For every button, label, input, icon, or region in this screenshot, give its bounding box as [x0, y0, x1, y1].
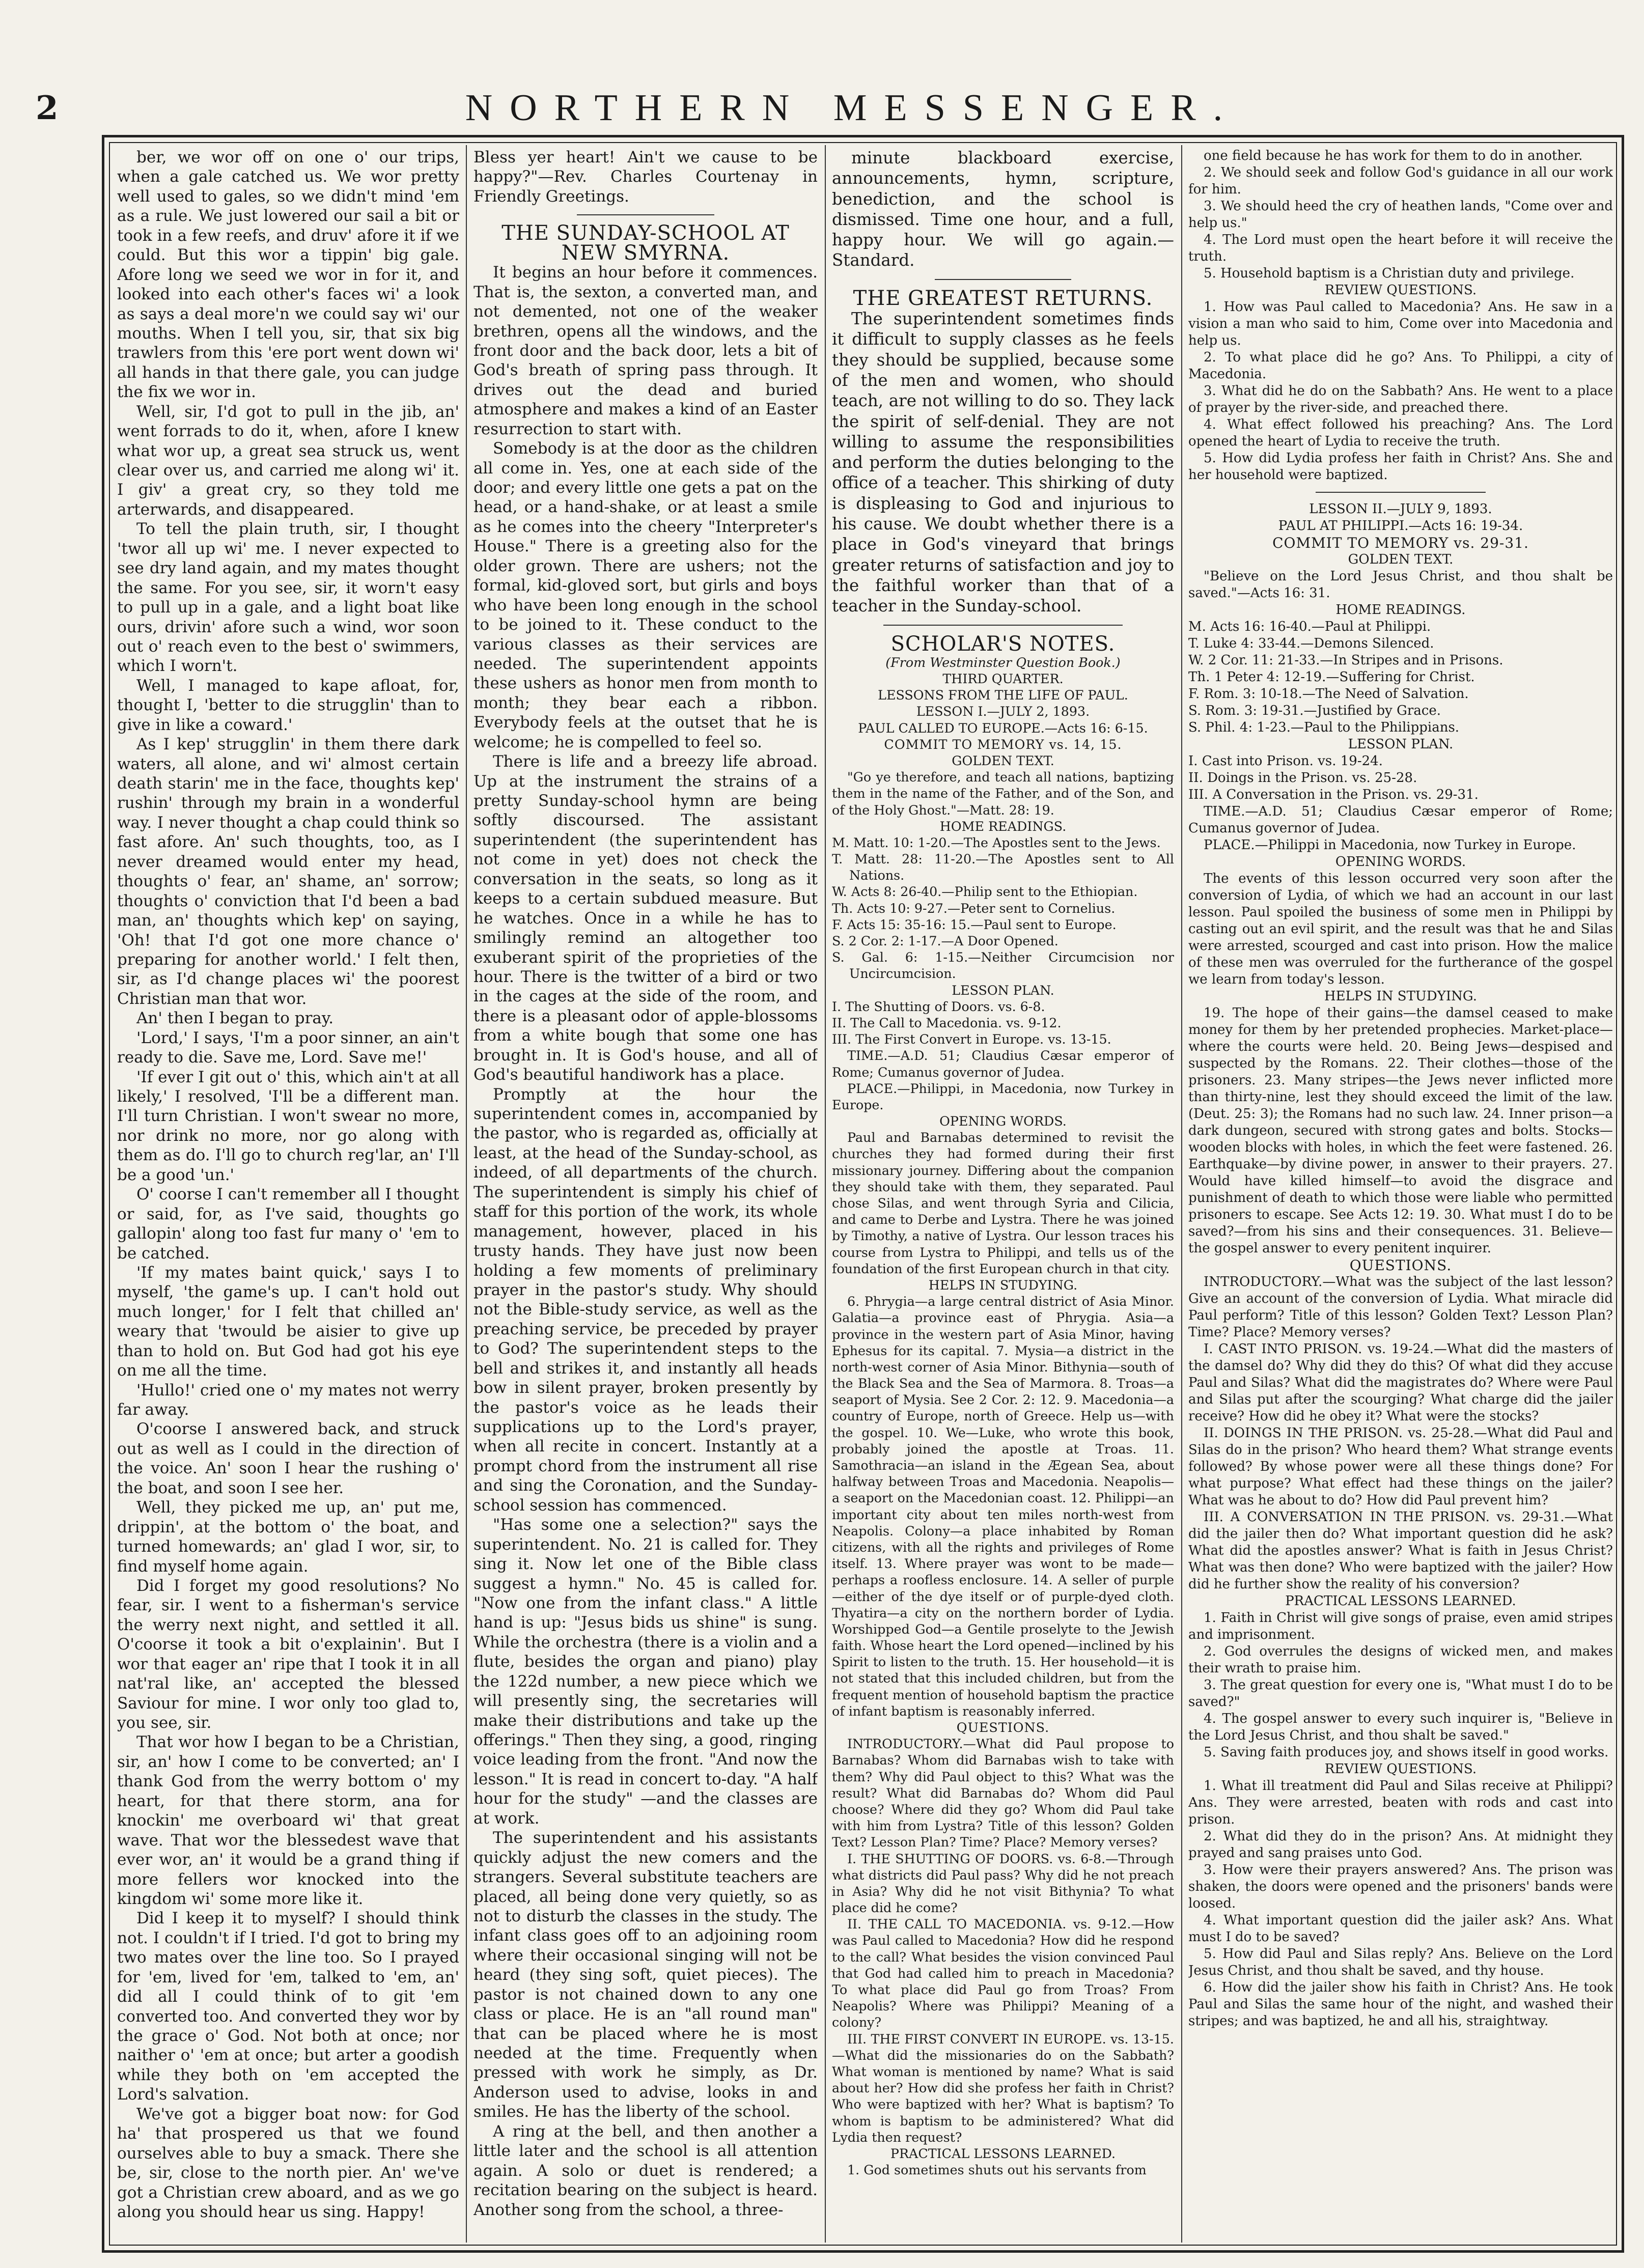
column-4 [1188, 148, 1613, 2240]
source-note: (From Westminster Question Book.) [885, 654, 1121, 670]
review-item: 2. To what place did he go? Ans. To Philippi, a city of Macedonia. [1188, 350, 1613, 382]
practical-item: 2. God overrules the designs of wicked men, and makes their wrath to praise him. [1188, 1644, 1613, 1676]
review-item: 1. How was Paul called to Macedonia? Ans. He saw in a vision a man who said to him, Come over into Macedonia and help us. [1188, 299, 1613, 348]
questions-2 [1188, 1274, 1613, 1593]
greatest-returns-heading: THE GREATEST RETURNS. [853, 286, 1153, 310]
page-number: 2 [36, 89, 59, 127]
paragraph: Well, I managed to kape afloat, for, thought I, 'better to die strugglin' than to give in like a coward.' [117, 676, 459, 734]
series: LESSONS FROM THE LIFE OF PAUL. [878, 687, 1128, 703]
review-heading: REVIEW QUESTIONS. [1324, 283, 1477, 298]
paragraph: To tell the plain truth, sir, I thought 'twor all up wi' me. I never expected to see dry land again, and my mates thought the same. For you see, sir, it worn't easy to pull up in a gale, and a light boat like ours, drivin' afore such a wind, wor soon out o' reach even to the best o' swimmers, which I worn't. [117, 520, 459, 676]
paragraph: An' then I began to pray. [136, 1009, 334, 1028]
golden-text-2: "Believe on the Lord Jesus Christ, and thou shalt be saved."—Acts 16: 31. [1188, 569, 1613, 601]
lesson-time: TIME.—A.D. 51; Claudius Cæsar emperor of Rome; Cumanus governor of Judea. [832, 1048, 1174, 1080]
column-rule [825, 145, 826, 2243]
practical-item: 4. The Lord must open the heart before it will receive the truth. [1188, 232, 1613, 264]
paragraph: Well, they picked me up, an' put me, drippin', at the bottom o' the boat, and turned homewards; an' glad I wor, sir, to find myself home again. [117, 1498, 459, 1576]
plan-item: I. The Shutting of Doors. vs. 6-8. [832, 998, 1045, 1014]
opening-words-heading: OPENING WORDS. [939, 1113, 1067, 1129]
question-paragraph: I. THE SHUTTING OF DOORS. vs. 6-8.—Through what districts did Paul pass? Why did he not preach in Asia? Why did he not visit Bithynia? To what place did he come? [832, 1851, 1174, 1916]
practical-heading: PRACTICAL LESSONS LEARNED. [890, 2145, 1116, 2161]
paragraph: "Has some one a selection?" says the superintendent. No. 21 is called for. They sing it. Now let one of the Bible class suggest a hymn." No. 45 is called for. "Now one from the infant class." A little hand is up: "Jesus bids us shine" is sung. While the orchestra (there is a violin and a flute, besides the organ and piano) play the 122d number, a new piece which we will presently sing, the secretaries will make their distributions and take up the offerings." Then they sing, a good, ringing voice leading from the front. "And now the lesson." It is read in concert to-day. "A half hour for the study" —and the classes are at work. [473, 1516, 818, 1828]
paragraph: It begins an hour before it commences. That is, the sexton, a converted man, and not demented, not one of the weaker brethren, opens all the windows, and the front door and the back door, lets a bit of God's breath of spring pass through. It drives out the dead and buried atmosphere and makes a kind of an Easter resurrection to start with. [473, 263, 818, 438]
reading-item: S. Phil. 4: 1-23.—Paul to the Philippians. [1188, 720, 1460, 735]
article-body [473, 263, 818, 2220]
column-3 [832, 148, 1174, 2240]
review-item: 6. How did the jailer show his faith in Christ? Ans. He took Paul and Silas the same hour of the night, and washed their stripes; and was baptized, he and all his, straightway. [1188, 1980, 1613, 2029]
helps-in-studying: 6. Phrygia—a large central district of Asia Minor. Galatia—a province east of Phrygia. Asia—a province in the western part of Asia Minor, having Ephesus for its capital. 7. Mysia—a district in the north-west corner of Asia Minor. Bithynia—south of the Black Sea and the Sea of Marmora. 8. Troas—a seaport of Mysia. See 2 Cor. 2: 12. 9. Macedonia—a country of Europe, north of Greece. Help us—with the gospel. 10. We—Luke, who wrote this book, probably joined the apostle at Troas. 11. Samothracia—an island in the Ægean Sea, about halfway between Troas and Macedonia. Neapolis—a seaport on the Macedonian coast. 12. Philippi—an important city about ten miles north-west from Neapolis. Colony—a place inhabited by Roman citizens, with all the rights and privileges of Rome itself. 13. Where prayer was wont to be made—perhaps a roofless enclosure. 14. A seller of purple—either of the dye itself or of purple-dyed cloth. Thyatira—a city on the northern border of Lydia. Worshipped God—a Gentile proselyte to the Jewish faith. Whose heart the Lord opened—inclined by his Spirit to listen to the truth. 15. Her household—it is not stated that this included children, but from the frequent mention of household baptism the practice of infant baptism is reasonably inferred. [832, 1294, 1174, 1719]
review-item: 4. What effect followed his preaching? Ans. The Lord opened the heart of Lydia to receive the truth. [1188, 417, 1613, 449]
paragraph: O' coorse I can't remember all I thought or said, for, as I've said, thoughts go gallopin' along too fast fur many o' 'em to be catched. [117, 1185, 459, 1263]
question-paragraph: INTRODUCTORY.—What did Paul propose to Barnabas? Whom did Barnabas wish to take with them? Why did Paul object to this? What was the result? What did Barnabas do? Whom did Paul choose? Where did they go? Whom did Paul take with him from Lystra? Title of this lesson? Golden Text? Lesson Plan? Time? Place? Memory verses? [832, 1736, 1174, 1850]
article-tail [832, 148, 1174, 271]
helps-in-studying-2: 19. The hope of their gains—the damsel ceased to make money for them by her pretended prophecies. Market-place—where the courts were held. 20. Being Jews—despised and suspected by the Romans. 22. Their clothes—those of the prisoners. 23. Many stripes—the Jews never inflicted more than thirty-nine, lest they should exceed the limit of the law. (Deut. 25: 3); the Romans had no such law. 24. Inner prison—a dark dungeon, secured with strong gates and bolts. Stocks—wooden blocks with holes, in which the feet were fastened. 26. Earthquake—by divine power, in answer to their prayers. 27. Would have killed himself—to avoid the disgrace and punishment of death to which those were liable who permitted prisoners to escape. See Acts 12: 19. 30. What must I do to be saved?—from his sins and their consequences. 31. Believe—the gospel answer to every penitent inquirer. [1188, 1005, 1613, 1256]
paragraph: minute blackboard exercise, announcements, hymn, scripture, benediction, and the school is dismissed. Time one hour, and a full, happy hour. We will go again.—Standard. [832, 148, 1174, 270]
practical-item: 4. The gospel answer to every such inquirer is, "Believe in the Lord Jesus Christ, and thou shalt be saved." [1188, 1711, 1613, 1743]
helps-heading: HELPS IN STUDYING. [928, 1277, 1078, 1293]
paragraph: 'If ever I git out o' this, which ain't at all likely,' I resolved, 'I'll be a different man. I'll turn Christian. I won't swear no more, nor drink no more, nor go along with them as do. I'll go to church reg'lar, an' I'll be a good 'un.' [117, 1068, 459, 1184]
lesson-place-2: PLACE.—Philippi in Macedonia, now Turkey in Europe. [1204, 837, 1576, 853]
question-paragraph: III. A CONVERSATION IN THE PRISON. vs. 29-31.—What did the jailer then do? What important question did he ask? What did the apostles answer? What is faith in Jesus Christ? What was then done? Who were baptized with the jailer? How did he further show the reality of his conversion? [1188, 1509, 1613, 1592]
question-paragraph: III. THE FIRST CONVERT IN EUROPE. vs. 13-15.—What did the missionaries do on the Sabbath? What woman is mentioned by name? What is said about her? How did she profess her faith in Christ? Who were baptized with her? What is baptism? To whom is baptism to be administered? What did Lydia then request? [832, 2031, 1174, 2145]
paragraph: 'If my mates baint quick,' says I to myself, 'the game's up. I can't hold out much longer,' for I felt that chilled an' weary that 'twould be aisier to give up than to hold on. But God had got his eye on me all the time. [117, 1263, 459, 1380]
reading-item: F. Rom. 3: 10-18.—The Need of Salvation. [1188, 686, 1469, 702]
memory-verses-2: COMMIT TO MEMORY vs. 29-31. [1272, 535, 1529, 551]
review-item: 3. How were their prayers answered? Ans. The prison was shaken, the doors were opened and the prisoners' bands were loosed. [1188, 1862, 1613, 1911]
lesson-plan [832, 998, 1174, 1048]
question-paragraph: II. DOINGS IN THE PRISON. vs. 25-28.—What did Paul and Silas do in the prison? Who heard them? What strange events followed? By whose power were all these things done? For what purpose? What effect had these things on the jailer? What was he about to do? How did Paul prevent him? [1188, 1425, 1613, 1508]
practical-item: 3. We should heed the cry of heathen lands, "Come over and help us." [1188, 199, 1613, 231]
paragraph: We've got a bigger boat now: for God ha' that prospered us that we found ourselves able to buy a smack. There she be, sir, close to the north pier. An' we've got a Christian crew aboard, and as we go along you should hear us sing. Happy! [117, 2105, 459, 2221]
divider [1316, 492, 1486, 493]
helps-heading-2: HELPS IN STUDYING. [1324, 989, 1477, 1004]
scholars-notes-heading: SCHOLAR'S NOTES. [890, 632, 1116, 656]
practical-lessons-2 [1188, 1610, 1613, 1761]
reading-item: S. 2 Cor. 2: 1-17.—A Door Opened. [832, 933, 1058, 949]
home-readings-heading: HOME READINGS. [939, 818, 1067, 834]
practical-item: 5. Saving faith produces joy, and shows itself in good works. [1204, 1745, 1609, 1760]
review-item: 1. What ill treatment did Paul and Silas receive at Philippi? Ans. They were arrested, beaten with rods and cast into prison. [1188, 1778, 1613, 1827]
question-paragraph: INTRODUCTORY.—What was the subject of the last lesson? Give an account of the conversion of Lydia. What miracle did Paul perform? Title of this lesson? Golden Text? Lesson Plan? Time? Place? Memory verses? [1188, 1274, 1613, 1340]
lesson-date: LESSON I.—JULY 2, 1893. [916, 704, 1090, 719]
reading-item: F. Acts 15: 35-16: 15.—Paul sent to Europe. [832, 916, 1117, 932]
lesson-place: PLACE.—Philippi, in Macedonia, now Turkey in Europe. [832, 1080, 1174, 1112]
review-item: 4. What important question did the jailer ask? Ans. What must I do to be saved? [1188, 1913, 1613, 1945]
paragraph: There is life and a breezy life abroad. Up at the instrument the strains of a pretty Sunday-school hymn are being softly discoursed. The assistant superintendent (the superintendent has not come in yet) does not check the conversation in the seats, so long as it keeps to a certain subdued measure. But he watches. Once in a while he has to smilingly remind an altogether too exuberant spirit of the proprieties of the hour. There is the twitter of a bird or two in the cages at the side of the room, and there is a pleasant odor of apple-blossoms from a white bough that some one has brought in. It is God's house, and all of God's beautiful handiwork has a place. [473, 752, 818, 1084]
paragraph: Promptly at the hour the superintendent comes in, accompanied by the pastor, who is regarded as, officially at least, at the head of the Sunday-school, as indeed, of all departments of the church. The superintendent is simply his chief of staff for this portion of the work, its whole management, however, placed in his trusty hands. They have just now been holding a few moments of preliminary prayer in the pastor's study. Why should not the Bible-study service, as well as the preaching service, be preceded by prayer to God? The superintendent steps to the bell and strikes it, and instantly all heads bow in silent prayer, broken presently by the pastor's voice as he leads their supplications up to the Lord's prayer, when all recite in concert. Instantly at a prompt chord from the instrument all rise and sing the Coronation, and the Sunday-school session has commenced. [473, 1085, 818, 1515]
review-questions-2 [1188, 1778, 1613, 2030]
reading-item: S. Rom. 3: 19-31.—Justified by Grace. [1188, 703, 1441, 718]
paragraph: The superintendent and his assistants quickly adjust the new comers and the strangers. Several substitute teachers are placed, all being done very quietly, so as not to disturb the classes in the study. The infant class goes off to an adjoining room where their occasional singing will not be heard (they sing soft, quiet pieces). The pastor is not chained down to any one class or place. He is an "all round man" that can be placed where he is most needed at the time. Frequently when pressed with work he simply, as Dr. Anderson used to advise, looks in and smiles. He has the liberty of the school. [473, 1829, 818, 2121]
lesson-2-date: LESSON II.—JULY 9, 1893. [1309, 501, 1492, 517]
greatest-returns-body [832, 309, 1174, 616]
divider [883, 625, 1123, 626]
paragraph: O'coorse I answered back, and struck out as well as I could in the direction of the voice. An' soon I hear the rushing o' the boat, and soon I see her. [117, 1420, 459, 1497]
article-heading: THE SUNDAY-SCHOOL AT NEW SMYRNA. [501, 221, 790, 265]
paragraph: A ring at the bell, and then another a little later and the school is all attention again. A solo or duet is rendered; a recitation bearing on the subject is heard. Another song from the school, a three- [473, 2122, 818, 2219]
reading-item: T. Luke 4: 33-44.—Demons Silenced. [1188, 636, 1434, 651]
home-readings-heading-2: HOME READINGS. [1335, 602, 1466, 618]
article-intro: Bless yer heart! Ain't we cause to be happy?"—Rev. Charles Courtenay in Friendly Greetings. [473, 148, 818, 206]
lesson-time-2: TIME.—A.D. 51; Claudius Cæsar emperor of Rome; Cumanus governor of Judea. [1188, 804, 1613, 836]
practical-item: 1. Faith in Christ will give songs of praise, even amid stripes and imprisonment. [1188, 1610, 1613, 1642]
plan-item: III. The First Convert in Europe. vs. 13-15. [832, 1031, 1111, 1047]
practical-item: 2. We should seek and follow God's guidance in all our work for him. [1188, 165, 1613, 197]
questions [832, 1735, 1174, 2145]
lesson-2-title: PAUL AT PHILIPPI.—Acts 16: 19-34. [1278, 518, 1523, 534]
review-item: 3. What did he do on the Sabbath? Ans. He went to a place of prayer by the river-side, and preached there. [1188, 383, 1613, 415]
practical-item: 3. The great question for every one is, "What must I do to be saved?" [1188, 1677, 1613, 1710]
column-rule [466, 145, 467, 2243]
paragraph: Well, sir, I'd got to pull in the jib, an' went forrads to do it, when, afore I knew what wor up, a great sea struck us, went clear over us, and carried me along wi' it. I giv' a great cry, so they told me arterwards, and disappeared. [117, 402, 459, 519]
lesson-title: PAUL CALLED TO EUROPE.—Acts 16: 6-15. [858, 720, 1148, 736]
review-item: 5. How did Paul and Silas reply? Ans. Believe on the Lord Jesus Christ, and thou shalt be saved, and thy house. [1188, 1946, 1613, 1978]
lesson-plan-2 [1188, 753, 1613, 803]
lesson-plan-heading: LESSON PLAN. [952, 982, 1054, 998]
practical-item: one field because he has work for them to do in another. [1204, 148, 1583, 163]
question-paragraph: II. THE CALL TO MACEDONIA. vs. 9-12.—How was Paul called to Macedonia? How did he respond to the call? What besides the vision convinced Paul that God had called him to preach in Macedonia? To what place did Paul go from Troas? From Neapolis? Where was Philippi? Meaning of a colony? [832, 1916, 1174, 2030]
plan-item: III. A Conversation in the Prison. vs. 29-31. [1188, 787, 1479, 802]
paragraph: Did I forget my good resolutions? No fear, sir. I went to a fisherman's service the werry next night, and settled it all. O'coorse it took a bit o'explainin'. But I wor that eager an' ripe that I took it in all nat'ral like, an' accepted the blessed Saviour for mine. I wor only too glad to, you see, sir. [117, 1576, 459, 1732]
review-questions [1188, 299, 1613, 484]
paragraph: 'Hullo!' cried one o' my mates not werry far away. [117, 1381, 459, 1419]
reading-item: Th. 1 Peter 4: 12-19.—Suffering for Christ. [1188, 669, 1475, 685]
opening-words-2: The events of this lesson occurred very soon after the conversion of Lydia, of which we had an account in our last lesson. Paul spoiled the business of some men in Philippi by casting out an evil spirit, and the result was that he and Silas were arrested, scourged and cast into prison. How the malice of these men was overruled for the furtherance of the gospel we learn from today's lesson. [1188, 871, 1613, 987]
reading-item: W. 2 Cor. 11: 21-33.—In Stripes and in Prisons. [1188, 653, 1503, 668]
memory-verses: COMMIT TO MEMORY vs. 14, 15. [884, 736, 1122, 752]
column-1 [117, 148, 459, 2240]
plan-item: II. Doings in the Prison. vs. 25-28. [1188, 770, 1417, 786]
practical-heading-2: PRACTICAL LESSONS LEARNED. [1285, 1593, 1516, 1609]
review-item: 2. What did they do in the prison? Ans. At midnight they prayed and sang praises unto God. [1188, 1829, 1613, 1861]
home-readings-2 [1188, 619, 1613, 736]
paragraph: As I kep' strugglin' in them there dark waters, all alone, and wi' almost certain death starin' me in the face, thoughts kep' rushin' through my brain in a wonderful way. I never thought a chap could think so fast afore. An' such thoughts, too, as I never dreamed would enter my head, thoughts o' fear, an' shame, an' sorrow; thoughts o' conviction that I'd been a bad man, an' thoughts which kep' on saying, 'Oh! that I'd got one more chance o' preparing for another world.' I felt then, sir, as I'd change places wi' the poorest Christian man that wor. [117, 735, 459, 1008]
quarter: THIRD QUARTER. [942, 671, 1064, 687]
masthead: NORTHERN MESSENGER. [465, 87, 1240, 129]
divider [577, 214, 714, 215]
opening-words-heading-2: OPENING WORDS. [1335, 854, 1466, 870]
paragraph: Did I keep it to myself? I should think not. I couldn't if I tried. I'd got to bring my two mates over the line too. So I prayed for 'em, lived for 'em, talked to 'em, an' did all I could think of to git 'em converted too. And converted they wor by the grace o' God. Not both at once; nor naither o' 'em at once; but arter a goodish while they both on 'em accepted the Lord's salvation. [117, 1909, 459, 2104]
paragraph: The superintendent sometimes finds it difficult to supply classes as he feels they should be supplied, because some of the men and women, who should teach, are not willing to do so. They lack the spirit of self-denial. They are not willing to assume the responsibilities and perform the duties belonging to the office of a teacher. This shirking of duty is displeasing to God and injurious to his cause. We doubt whether there is a place in God's vineyard that brings greater returns of satisfaction and joy to the faithful worker than that of a teacher in the Sunday-school. [832, 309, 1174, 616]
practical-lessons-continued [1188, 148, 1613, 282]
column-2 [473, 148, 818, 2240]
golden-text-heading: GOLDEN TEXT. [952, 752, 1054, 768]
paragraph: ber, we wor off on one o' our trips, when a gale catched us. We wor pretty well used to gales, so we didn't mind 'em as a rule. We just lowered our sail a bit or took in a few reefs, and druv' afore it if we could. But this wor a tippin' big gale. Afore long we seed we wor in for it, and looked into each other's faces wi' a look as says a deal more'n we could say wi' our mouths. When I tell you, sir, that six big trawlers from this 'ere port went down wi' all hands in that there gale, you can judge the fix we wor in. [117, 148, 459, 402]
plan-item: I. Cast into Prison. vs. 19-24. [1188, 753, 1383, 769]
practical-lesson: 1. God sometimes shuts out his servants from [847, 2162, 1147, 2178]
review-item: 5. How did Lydia profess her faith in Christ? Ans. She and her household were baptized. [1188, 451, 1613, 483]
paragraph: That wor how I began to be a Christian, sir, an' how I come to be converted; an' I thank God from the werry bottom o' my heart, for that there storm, ana for knockin' me overboard wi' that great wave. That wor the blessedest wave that ever wor, an' it would be a grand thing if more fellers wor knocked into the kingdom wi' some more like it. [117, 1733, 459, 1908]
reading-item: Th. Acts 10: 9-27.—Peter sent to Cornelius. [832, 900, 1116, 916]
practical-item: 5. Household baptism is a Christian duty and privilege. [1204, 266, 1575, 281]
plan-item: II. The Call to Macedonia. vs. 9-12. [832, 1015, 1062, 1030]
divider [935, 279, 1072, 280]
golden-text: "Go ye therefore, and teach all nations, baptizing them in the name of the Father, and of the Son, and of the Holy Ghost."—Matt. 28: 19. [832, 769, 1174, 818]
reading-item: M. Acts 16: 16-40.—Paul at Philippi. [1188, 619, 1431, 634]
paragraph: 'Lord,' I says, 'I'm a poor sinner, an ain't ready to die. Save me, Lord. Save me!' [117, 1028, 459, 1067]
paragraph: Somebody is at the door as the children all come in. Yes, one at each side of the door; and every little one gets a pat on the head, or a hand-shake, or at least a smile as he comes into the cheery "Interpreter's House." There is a greeting also for the older grown. There are ushers; not the formal, kid-gloved sort, but girls and boys who have been long enough in the school to be joined to it. These conduct to the various classes as their services are needed. The superintendent appoints these ushers as honor men from month to month; they bear each a ribbon. Everybody feels at the outset that he is welcome; he is compelled to feel so. [473, 439, 818, 751]
review-heading-2: REVIEW QUESTIONS. [1324, 1761, 1477, 1777]
question-paragraph: I. CAST INTO PRISON. vs. 19-24.—What did the masters of the damsel do? Why did they do this? Of what did they accuse Paul and Silas? What did the magistrates do? Where were Paul and Silas put after the scourging? What charge did the jailer receive? How did he obey it? What were the stocks? [1188, 1341, 1613, 1424]
reading-item: S. Gal. 6: 1-15.—Neither Circumcision nor Uncircumcision. [832, 949, 1174, 982]
column-rule [1181, 145, 1182, 2243]
opening-words: Paul and Barnabas determined to revisit the churches they had formed during their first missionary journey. Differing about the companion they should take with them, they separated. Paul chose Silas, and went through Syria and Cilicia, and came to Derbe and Lystra. There he was joined by Timothy, a native of Lystra. Our lesson traces his course from Lystra to Philippi, and tells us of the foundation of the first European church in that city. [832, 1130, 1174, 1276]
reading-item: T. Matt. 28: 11-20.—The Apostles sent to All Nations. [832, 851, 1174, 883]
golden-text-heading-2: GOLDEN TEXT. [1348, 552, 1454, 567]
reading-item: W. Acts 8: 26-40.—Philip sent to the Ethiopian. [832, 884, 1138, 900]
home-readings [832, 834, 1174, 982]
questions-heading-2: QUESTIONS. [1349, 1257, 1452, 1274]
lesson-plan-heading-2: LESSON PLAN. [1348, 737, 1454, 752]
questions-heading: QUESTIONS. [956, 1720, 1050, 1735]
reading-item: M. Matt. 10: 1-20.—The Apostles sent to the Jews. [832, 834, 1161, 850]
